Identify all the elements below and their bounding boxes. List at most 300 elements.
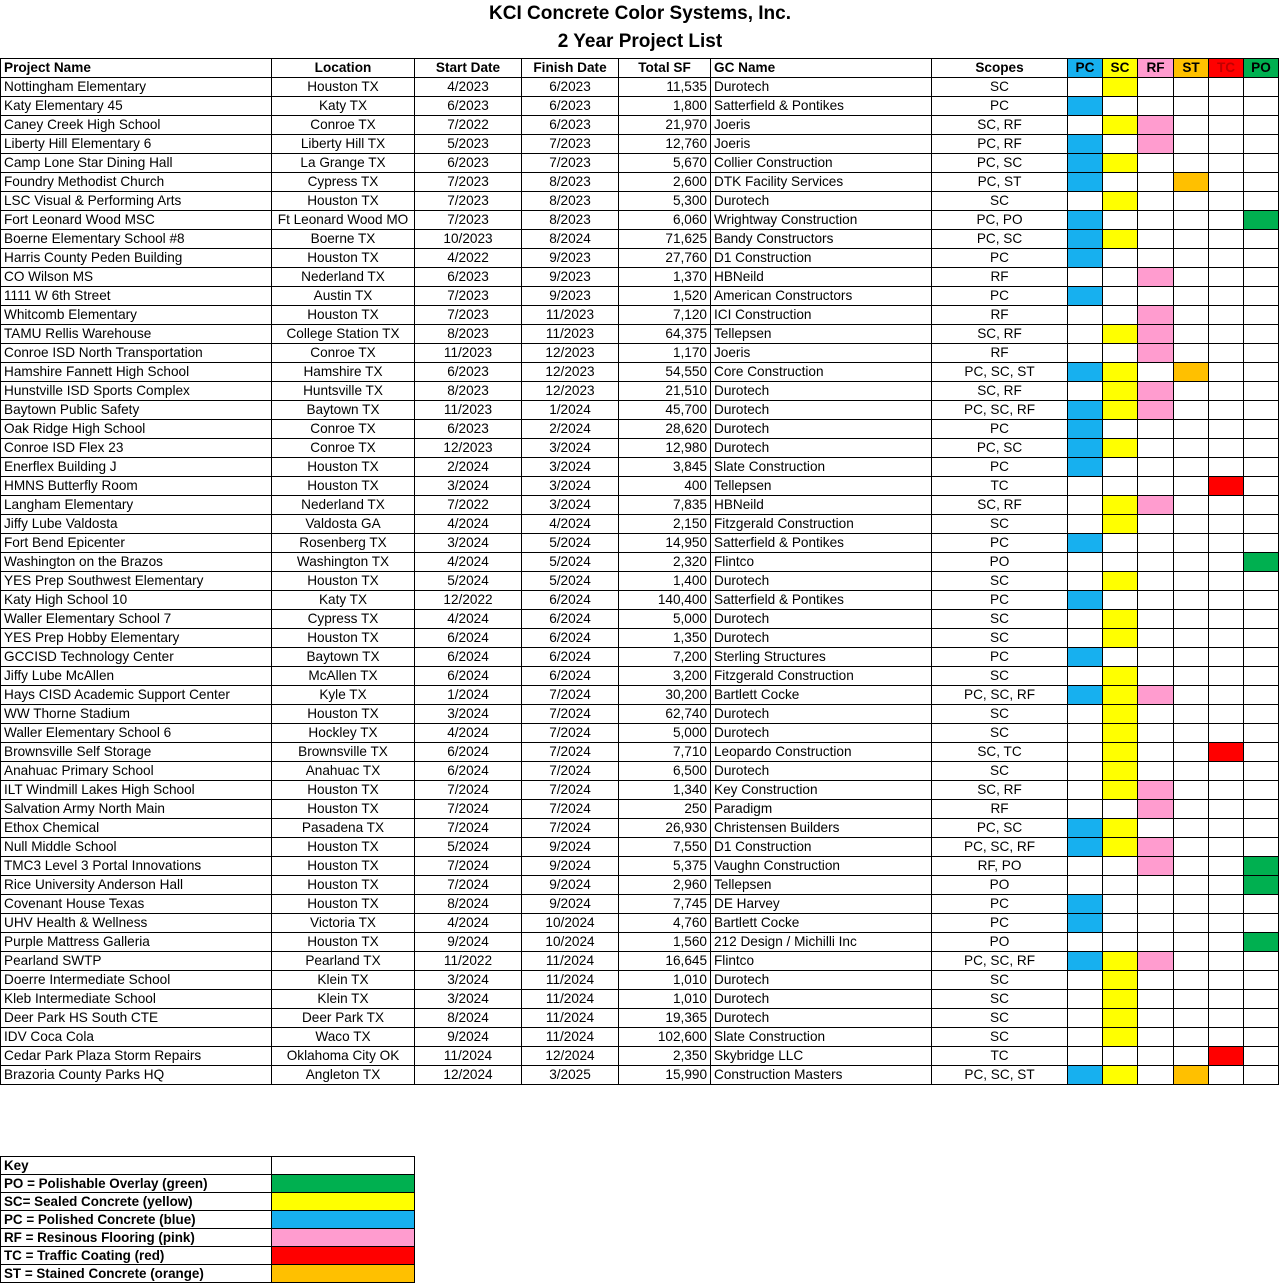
location-cell[interactable]: Ft Leonard Wood MO bbox=[272, 211, 415, 230]
scope-flag-rf[interactable] bbox=[1138, 249, 1174, 268]
finish-date-cell[interactable]: 8/2024 bbox=[522, 230, 619, 249]
scope-flag-tc[interactable] bbox=[1209, 1047, 1244, 1066]
table-row[interactable] bbox=[1, 515, 1279, 534]
project-name-cell[interactable]: Brownsville Self Storage bbox=[1, 743, 272, 762]
scope-flag-sc[interactable] bbox=[1103, 173, 1138, 192]
start-date-cell[interactable]: 5/2024 bbox=[415, 838, 522, 857]
project-name-cell[interactable]: UHV Health & Wellness bbox=[1, 914, 272, 933]
finish-date-cell[interactable]: 11/2024 bbox=[522, 1028, 619, 1047]
finish-date-cell[interactable]: 6/2024 bbox=[522, 648, 619, 667]
total-sf-cell[interactable]: 140,400 bbox=[619, 591, 711, 610]
scopes-cell[interactable]: RF, PO bbox=[932, 857, 1068, 876]
scopes-cell[interactable]: SC bbox=[932, 515, 1068, 534]
scopes-cell[interactable]: SC, RF bbox=[932, 496, 1068, 515]
start-date-cell[interactable]: 6/2023 bbox=[415, 97, 522, 116]
location-cell[interactable]: Houston TX bbox=[272, 477, 415, 496]
scope-flag-sc[interactable] bbox=[1103, 135, 1138, 154]
start-date-cell[interactable]: 6/2024 bbox=[415, 743, 522, 762]
project-name-cell[interactable]: Hays CISD Academic Support Center bbox=[1, 686, 272, 705]
gc-name-cell[interactable]: Durotech bbox=[711, 78, 932, 97]
scope-flag-po[interactable] bbox=[1244, 249, 1279, 268]
gc-name-cell[interactable]: Durotech bbox=[711, 990, 932, 1009]
scope-flag-sc[interactable] bbox=[1103, 306, 1138, 325]
scope-flag-sc[interactable] bbox=[1103, 534, 1138, 553]
scope-flag-po[interactable] bbox=[1244, 686, 1279, 705]
project-name-cell[interactable]: Conroe ISD Flex 23 bbox=[1, 439, 272, 458]
scope-flag-tc[interactable] bbox=[1209, 572, 1244, 591]
scope-flag-rf[interactable] bbox=[1138, 990, 1174, 1009]
start-date-cell[interactable]: 8/2024 bbox=[415, 1009, 522, 1028]
gc-name-cell[interactable]: Durotech bbox=[711, 439, 932, 458]
finish-date-cell[interactable]: 6/2024 bbox=[522, 610, 619, 629]
scope-flag-rf[interactable] bbox=[1138, 211, 1174, 230]
scope-flag-tc[interactable] bbox=[1209, 591, 1244, 610]
total-sf-cell[interactable]: 27,760 bbox=[619, 249, 711, 268]
scope-flag-tc[interactable] bbox=[1209, 268, 1244, 287]
scopes-cell[interactable]: RF bbox=[932, 344, 1068, 363]
scope-flag-tc[interactable] bbox=[1209, 724, 1244, 743]
scope-flag-st[interactable] bbox=[1174, 116, 1209, 135]
scope-flag-pc[interactable] bbox=[1068, 857, 1103, 876]
project-name-cell[interactable]: Katy High School 10 bbox=[1, 591, 272, 610]
finish-date-cell[interactable]: 12/2024 bbox=[522, 1047, 619, 1066]
scope-flag-sc[interactable] bbox=[1103, 705, 1138, 724]
location-cell[interactable]: Boerne TX bbox=[272, 230, 415, 249]
total-sf-cell[interactable]: 2,960 bbox=[619, 876, 711, 895]
start-date-cell[interactable]: 6/2024 bbox=[415, 648, 522, 667]
scope-flag-sc[interactable] bbox=[1103, 686, 1138, 705]
scope-flag-po[interactable] bbox=[1244, 401, 1279, 420]
scope-flag-tc[interactable] bbox=[1209, 135, 1244, 154]
location-cell[interactable]: Houston TX bbox=[272, 306, 415, 325]
finish-date-cell[interactable]: 1/2024 bbox=[522, 401, 619, 420]
total-sf-cell[interactable]: 15,990 bbox=[619, 1066, 711, 1085]
scope-flag-po[interactable] bbox=[1244, 325, 1279, 344]
scope-flag-pc[interactable] bbox=[1068, 534, 1103, 553]
scope-flag-tc[interactable] bbox=[1209, 230, 1244, 249]
scope-flag-sc[interactable] bbox=[1103, 933, 1138, 952]
project-name-cell[interactable]: Covenant House Texas bbox=[1, 895, 272, 914]
scope-flag-tc[interactable] bbox=[1209, 819, 1244, 838]
start-date-cell[interactable]: 11/2024 bbox=[415, 1047, 522, 1066]
total-sf-cell[interactable]: 2,320 bbox=[619, 553, 711, 572]
scope-flag-tc[interactable] bbox=[1209, 629, 1244, 648]
table-row[interactable] bbox=[1, 914, 1279, 933]
scope-flag-st[interactable] bbox=[1174, 762, 1209, 781]
scope-flag-tc[interactable] bbox=[1209, 78, 1244, 97]
project-name-cell[interactable]: Kleb Intermediate School bbox=[1, 990, 272, 1009]
scope-flag-st[interactable] bbox=[1174, 78, 1209, 97]
total-sf-cell[interactable]: 5,000 bbox=[619, 610, 711, 629]
start-date-cell[interactable]: 10/2023 bbox=[415, 230, 522, 249]
scopes-cell[interactable]: PC bbox=[932, 648, 1068, 667]
start-date-cell[interactable]: 7/2022 bbox=[415, 116, 522, 135]
location-cell[interactable]: Washington TX bbox=[272, 553, 415, 572]
scopes-cell[interactable]: RF bbox=[932, 268, 1068, 287]
scope-flag-rf[interactable] bbox=[1138, 192, 1174, 211]
scope-flag-pc[interactable] bbox=[1068, 325, 1103, 344]
total-sf-cell[interactable]: 7,835 bbox=[619, 496, 711, 515]
scope-flag-st[interactable] bbox=[1174, 363, 1209, 382]
scope-flag-pc[interactable] bbox=[1068, 420, 1103, 439]
project-name-cell[interactable]: Boerne Elementary School #8 bbox=[1, 230, 272, 249]
location-cell[interactable]: Pearland TX bbox=[272, 952, 415, 971]
scope-flag-sc[interactable] bbox=[1103, 800, 1138, 819]
scope-flag-st[interactable] bbox=[1174, 211, 1209, 230]
location-cell[interactable]: Hockley TX bbox=[272, 724, 415, 743]
scope-flag-tc[interactable] bbox=[1209, 667, 1244, 686]
scope-flag-sc[interactable] bbox=[1103, 914, 1138, 933]
table-row[interactable] bbox=[1, 667, 1279, 686]
scope-flag-tc[interactable] bbox=[1209, 610, 1244, 629]
col-header-rf[interactable]: RF bbox=[1138, 59, 1174, 78]
project-name-cell[interactable]: Jiffy Lube McAllen bbox=[1, 667, 272, 686]
start-date-cell[interactable]: 2/2024 bbox=[415, 458, 522, 477]
start-date-cell[interactable]: 4/2023 bbox=[415, 78, 522, 97]
gc-name-cell[interactable]: Paradigm bbox=[711, 800, 932, 819]
scope-flag-rf[interactable] bbox=[1138, 971, 1174, 990]
location-cell[interactable]: Liberty Hill TX bbox=[272, 135, 415, 154]
table-row[interactable] bbox=[1, 325, 1279, 344]
table-row[interactable] bbox=[1, 952, 1279, 971]
total-sf-cell[interactable]: 4,760 bbox=[619, 914, 711, 933]
total-sf-cell[interactable]: 7,550 bbox=[619, 838, 711, 857]
gc-name-cell[interactable]: 212 Design / Michilli Inc bbox=[711, 933, 932, 952]
table-row[interactable] bbox=[1, 268, 1279, 287]
start-date-cell[interactable]: 5/2024 bbox=[415, 572, 522, 591]
location-cell[interactable]: Houston TX bbox=[272, 249, 415, 268]
scope-flag-po[interactable] bbox=[1244, 363, 1279, 382]
gc-name-cell[interactable]: Joeris bbox=[711, 135, 932, 154]
finish-date-cell[interactable]: 11/2024 bbox=[522, 971, 619, 990]
scope-flag-sc[interactable] bbox=[1103, 97, 1138, 116]
finish-date-cell[interactable]: 8/2023 bbox=[522, 211, 619, 230]
scope-flag-po[interactable] bbox=[1244, 781, 1279, 800]
scope-flag-tc[interactable] bbox=[1209, 154, 1244, 173]
project-name-cell[interactable]: Brazoria County Parks HQ bbox=[1, 1066, 272, 1085]
total-sf-cell[interactable]: 21,510 bbox=[619, 382, 711, 401]
gc-name-cell[interactable]: Tellepsen bbox=[711, 477, 932, 496]
scope-flag-pc[interactable] bbox=[1068, 914, 1103, 933]
project-name-cell[interactable]: Foundry Methodist Church bbox=[1, 173, 272, 192]
finish-date-cell[interactable]: 12/2023 bbox=[522, 344, 619, 363]
start-date-cell[interactable]: 7/2024 bbox=[415, 876, 522, 895]
project-name-cell[interactable]: HMNS Butterfly Room bbox=[1, 477, 272, 496]
table-row[interactable] bbox=[1, 743, 1279, 762]
table-row[interactable] bbox=[1, 724, 1279, 743]
scope-flag-po[interactable] bbox=[1244, 268, 1279, 287]
table-row[interactable] bbox=[1, 895, 1279, 914]
finish-date-cell[interactable]: 9/2023 bbox=[522, 249, 619, 268]
project-name-cell[interactable]: Fort Bend Epicenter bbox=[1, 534, 272, 553]
location-cell[interactable]: Deer Park TX bbox=[272, 1009, 415, 1028]
start-date-cell[interactable]: 4/2024 bbox=[415, 553, 522, 572]
project-name-cell[interactable]: Cedar Park Plaza Storm Repairs bbox=[1, 1047, 272, 1066]
total-sf-cell[interactable]: 21,970 bbox=[619, 116, 711, 135]
scope-flag-pc[interactable] bbox=[1068, 477, 1103, 496]
scope-flag-st[interactable] bbox=[1174, 496, 1209, 515]
total-sf-cell[interactable]: 16,645 bbox=[619, 952, 711, 971]
scope-flag-tc[interactable] bbox=[1209, 344, 1244, 363]
scope-flag-sc[interactable] bbox=[1103, 382, 1138, 401]
location-cell[interactable]: Klein TX bbox=[272, 971, 415, 990]
scope-flag-sc[interactable] bbox=[1103, 287, 1138, 306]
scope-flag-tc[interactable] bbox=[1209, 477, 1244, 496]
scope-flag-st[interactable] bbox=[1174, 515, 1209, 534]
scope-flag-pc[interactable] bbox=[1068, 724, 1103, 743]
scope-flag-sc[interactable] bbox=[1103, 990, 1138, 1009]
scope-flag-tc[interactable] bbox=[1209, 800, 1244, 819]
finish-date-cell[interactable]: 9/2024 bbox=[522, 857, 619, 876]
scope-flag-po[interactable] bbox=[1244, 154, 1279, 173]
gc-name-cell[interactable]: Bartlett Cocke bbox=[711, 686, 932, 705]
scope-flag-po[interactable] bbox=[1244, 78, 1279, 97]
scope-flag-st[interactable] bbox=[1174, 534, 1209, 553]
start-date-cell[interactable]: 1/2024 bbox=[415, 686, 522, 705]
start-date-cell[interactable]: 6/2023 bbox=[415, 154, 522, 173]
scope-flag-st[interactable] bbox=[1174, 952, 1209, 971]
scope-flag-tc[interactable] bbox=[1209, 705, 1244, 724]
scope-flag-st[interactable] bbox=[1174, 230, 1209, 249]
scopes-cell[interactable]: SC, RF bbox=[932, 382, 1068, 401]
finish-date-cell[interactable]: 8/2023 bbox=[522, 192, 619, 211]
table-row[interactable] bbox=[1, 819, 1279, 838]
start-date-cell[interactable]: 4/2024 bbox=[415, 515, 522, 534]
scope-flag-sc[interactable] bbox=[1103, 648, 1138, 667]
scope-flag-tc[interactable] bbox=[1209, 116, 1244, 135]
scope-flag-pc[interactable] bbox=[1068, 382, 1103, 401]
start-date-cell[interactable]: 7/2024 bbox=[415, 819, 522, 838]
finish-date-cell[interactable]: 7/2024 bbox=[522, 819, 619, 838]
scope-flag-rf[interactable] bbox=[1138, 876, 1174, 895]
scope-flag-tc[interactable] bbox=[1209, 553, 1244, 572]
location-cell[interactable]: Klein TX bbox=[272, 990, 415, 1009]
scope-flag-tc[interactable] bbox=[1209, 420, 1244, 439]
scope-flag-sc[interactable] bbox=[1103, 154, 1138, 173]
scope-flag-rf[interactable] bbox=[1138, 724, 1174, 743]
scope-flag-sc[interactable] bbox=[1103, 192, 1138, 211]
scope-flag-po[interactable] bbox=[1244, 534, 1279, 553]
scope-flag-pc[interactable] bbox=[1068, 591, 1103, 610]
location-cell[interactable]: College Station TX bbox=[272, 325, 415, 344]
scope-flag-sc[interactable] bbox=[1103, 420, 1138, 439]
project-name-cell[interactable]: TAMU Rellis Warehouse bbox=[1, 325, 272, 344]
scope-flag-rf[interactable] bbox=[1138, 762, 1174, 781]
scopes-cell[interactable]: SC bbox=[932, 572, 1068, 591]
location-cell[interactable]: Houston TX bbox=[272, 895, 415, 914]
scope-flag-sc[interactable] bbox=[1103, 268, 1138, 287]
scope-flag-pc[interactable] bbox=[1068, 173, 1103, 192]
gc-name-cell[interactable]: Fitzgerald Construction bbox=[711, 515, 932, 534]
table-row[interactable] bbox=[1, 648, 1279, 667]
location-cell[interactable]: Conroe TX bbox=[272, 439, 415, 458]
location-cell[interactable]: Houston TX bbox=[272, 78, 415, 97]
project-name-cell[interactable]: Salvation Army North Main bbox=[1, 800, 272, 819]
location-cell[interactable]: Oklahoma City OK bbox=[272, 1047, 415, 1066]
scope-flag-st[interactable] bbox=[1174, 933, 1209, 952]
scope-flag-po[interactable] bbox=[1244, 1066, 1279, 1085]
total-sf-cell[interactable]: 12,980 bbox=[619, 439, 711, 458]
scope-flag-sc[interactable] bbox=[1103, 762, 1138, 781]
scope-flag-pc[interactable] bbox=[1068, 401, 1103, 420]
total-sf-cell[interactable]: 2,350 bbox=[619, 1047, 711, 1066]
start-date-cell[interactable]: 4/2022 bbox=[415, 249, 522, 268]
total-sf-cell[interactable]: 1,370 bbox=[619, 268, 711, 287]
total-sf-cell[interactable]: 1,010 bbox=[619, 971, 711, 990]
location-cell[interactable]: Brownsville TX bbox=[272, 743, 415, 762]
scope-flag-rf[interactable] bbox=[1138, 515, 1174, 534]
gc-name-cell[interactable]: Key Construction bbox=[711, 781, 932, 800]
project-name-cell[interactable]: Caney Creek High School bbox=[1, 116, 272, 135]
table-row[interactable] bbox=[1, 838, 1279, 857]
project-name-cell[interactable]: Waller Elementary School 7 bbox=[1, 610, 272, 629]
scope-flag-po[interactable] bbox=[1244, 857, 1279, 876]
scope-flag-po[interactable] bbox=[1244, 1028, 1279, 1047]
table-row[interactable] bbox=[1, 857, 1279, 876]
location-cell[interactable]: Houston TX bbox=[272, 572, 415, 591]
scope-flag-sc[interactable] bbox=[1103, 572, 1138, 591]
scope-flag-pc[interactable] bbox=[1068, 1047, 1103, 1066]
start-date-cell[interactable]: 12/2023 bbox=[415, 439, 522, 458]
gc-name-cell[interactable]: Slate Construction bbox=[711, 458, 932, 477]
location-cell[interactable]: Houston TX bbox=[272, 705, 415, 724]
start-date-cell[interactable]: 9/2024 bbox=[415, 933, 522, 952]
location-cell[interactable]: Baytown TX bbox=[272, 648, 415, 667]
table-row[interactable] bbox=[1, 1047, 1279, 1066]
scope-flag-pc[interactable] bbox=[1068, 610, 1103, 629]
scope-flag-pc[interactable] bbox=[1068, 496, 1103, 515]
scope-flag-pc[interactable] bbox=[1068, 971, 1103, 990]
scope-flag-rf[interactable] bbox=[1138, 933, 1174, 952]
scope-flag-sc[interactable] bbox=[1103, 724, 1138, 743]
scope-flag-rf[interactable] bbox=[1138, 610, 1174, 629]
scope-flag-pc[interactable] bbox=[1068, 952, 1103, 971]
table-row[interactable] bbox=[1, 1066, 1279, 1085]
location-cell[interactable]: Conroe TX bbox=[272, 116, 415, 135]
scope-flag-tc[interactable] bbox=[1209, 1009, 1244, 1028]
scope-flag-tc[interactable] bbox=[1209, 686, 1244, 705]
scope-flag-rf[interactable] bbox=[1138, 1047, 1174, 1066]
location-cell[interactable]: Austin TX bbox=[272, 287, 415, 306]
scope-flag-rf[interactable] bbox=[1138, 268, 1174, 287]
start-date-cell[interactable]: 3/2024 bbox=[415, 971, 522, 990]
project-name-cell[interactable]: Washington on the Brazos bbox=[1, 553, 272, 572]
table-row[interactable] bbox=[1, 173, 1279, 192]
start-date-cell[interactable]: 8/2023 bbox=[415, 382, 522, 401]
scope-flag-po[interactable] bbox=[1244, 287, 1279, 306]
scope-flag-po[interactable] bbox=[1244, 610, 1279, 629]
scope-flag-st[interactable] bbox=[1174, 990, 1209, 1009]
total-sf-cell[interactable]: 1,340 bbox=[619, 781, 711, 800]
scope-flag-tc[interactable] bbox=[1209, 838, 1244, 857]
table-row[interactable] bbox=[1, 971, 1279, 990]
scope-flag-po[interactable] bbox=[1244, 800, 1279, 819]
total-sf-cell[interactable]: 54,550 bbox=[619, 363, 711, 382]
location-cell[interactable]: Huntsville TX bbox=[272, 382, 415, 401]
scope-flag-sc[interactable] bbox=[1103, 401, 1138, 420]
start-date-cell[interactable]: 6/2023 bbox=[415, 363, 522, 382]
scope-flag-tc[interactable] bbox=[1209, 192, 1244, 211]
scope-flag-st[interactable] bbox=[1174, 724, 1209, 743]
table-row[interactable] bbox=[1, 591, 1279, 610]
start-date-cell[interactable]: 7/2023 bbox=[415, 192, 522, 211]
finish-date-cell[interactable]: 11/2024 bbox=[522, 952, 619, 971]
scopes-cell[interactable]: SC bbox=[932, 667, 1068, 686]
scopes-cell[interactable]: SC, RF bbox=[932, 325, 1068, 344]
scope-flag-pc[interactable] bbox=[1068, 1009, 1103, 1028]
scope-flag-tc[interactable] bbox=[1209, 287, 1244, 306]
finish-date-cell[interactable]: 9/2024 bbox=[522, 876, 619, 895]
scope-flag-st[interactable] bbox=[1174, 686, 1209, 705]
scope-flag-pc[interactable] bbox=[1068, 230, 1103, 249]
scopes-cell[interactable]: SC bbox=[932, 1028, 1068, 1047]
scopes-cell[interactable]: PC bbox=[932, 458, 1068, 477]
scope-flag-rf[interactable] bbox=[1138, 135, 1174, 154]
table-row[interactable] bbox=[1, 154, 1279, 173]
scope-flag-pc[interactable] bbox=[1068, 781, 1103, 800]
scope-flag-tc[interactable] bbox=[1209, 648, 1244, 667]
scope-flag-sc[interactable] bbox=[1103, 819, 1138, 838]
total-sf-cell[interactable]: 5,375 bbox=[619, 857, 711, 876]
total-sf-cell[interactable]: 1,560 bbox=[619, 933, 711, 952]
scope-flag-st[interactable] bbox=[1174, 572, 1209, 591]
table-row[interactable] bbox=[1, 287, 1279, 306]
scope-flag-tc[interactable] bbox=[1209, 211, 1244, 230]
finish-date-cell[interactable]: 7/2024 bbox=[522, 743, 619, 762]
col-header-project-name[interactable]: Project Name bbox=[1, 59, 272, 78]
col-header-total-sf[interactable]: Total SF bbox=[619, 59, 711, 78]
scope-flag-tc[interactable] bbox=[1209, 857, 1244, 876]
finish-date-cell[interactable]: 9/2024 bbox=[522, 895, 619, 914]
start-date-cell[interactable]: 7/2023 bbox=[415, 306, 522, 325]
gc-name-cell[interactable]: Joeris bbox=[711, 344, 932, 363]
scope-flag-po[interactable] bbox=[1244, 914, 1279, 933]
scopes-cell[interactable]: PO bbox=[932, 933, 1068, 952]
location-cell[interactable]: McAllen TX bbox=[272, 667, 415, 686]
scope-flag-po[interactable] bbox=[1244, 629, 1279, 648]
scope-flag-po[interactable] bbox=[1244, 192, 1279, 211]
gc-name-cell[interactable]: Christensen Builders bbox=[711, 819, 932, 838]
gc-name-cell[interactable]: Satterfield & Pontikes bbox=[711, 97, 932, 116]
scope-flag-pc[interactable] bbox=[1068, 211, 1103, 230]
table-row[interactable] bbox=[1, 990, 1279, 1009]
gc-name-cell[interactable]: Sterling Structures bbox=[711, 648, 932, 667]
scope-flag-st[interactable] bbox=[1174, 876, 1209, 895]
scope-flag-po[interactable] bbox=[1244, 876, 1279, 895]
gc-name-cell[interactable]: Tellepsen bbox=[711, 876, 932, 895]
location-cell[interactable]: Rosenberg TX bbox=[272, 534, 415, 553]
start-date-cell[interactable]: 6/2024 bbox=[415, 667, 522, 686]
scope-flag-st[interactable] bbox=[1174, 1028, 1209, 1047]
table-row[interactable] bbox=[1, 78, 1279, 97]
scope-flag-pc[interactable] bbox=[1068, 97, 1103, 116]
scope-flag-st[interactable] bbox=[1174, 249, 1209, 268]
scope-flag-rf[interactable] bbox=[1138, 363, 1174, 382]
location-cell[interactable]: Victoria TX bbox=[272, 914, 415, 933]
scopes-cell[interactable]: SC bbox=[932, 1009, 1068, 1028]
scopes-cell[interactable]: PC, SC bbox=[932, 439, 1068, 458]
scope-flag-tc[interactable] bbox=[1209, 173, 1244, 192]
scope-flag-rf[interactable] bbox=[1138, 819, 1174, 838]
gc-name-cell[interactable]: DE Harvey bbox=[711, 895, 932, 914]
scopes-cell[interactable]: PC, SC bbox=[932, 230, 1068, 249]
total-sf-cell[interactable]: 102,600 bbox=[619, 1028, 711, 1047]
project-name-cell[interactable]: Oak Ridge High School bbox=[1, 420, 272, 439]
finish-date-cell[interactable]: 3/2024 bbox=[522, 458, 619, 477]
scope-flag-sc[interactable] bbox=[1103, 971, 1138, 990]
scope-flag-po[interactable] bbox=[1244, 933, 1279, 952]
scope-flag-po[interactable] bbox=[1244, 971, 1279, 990]
